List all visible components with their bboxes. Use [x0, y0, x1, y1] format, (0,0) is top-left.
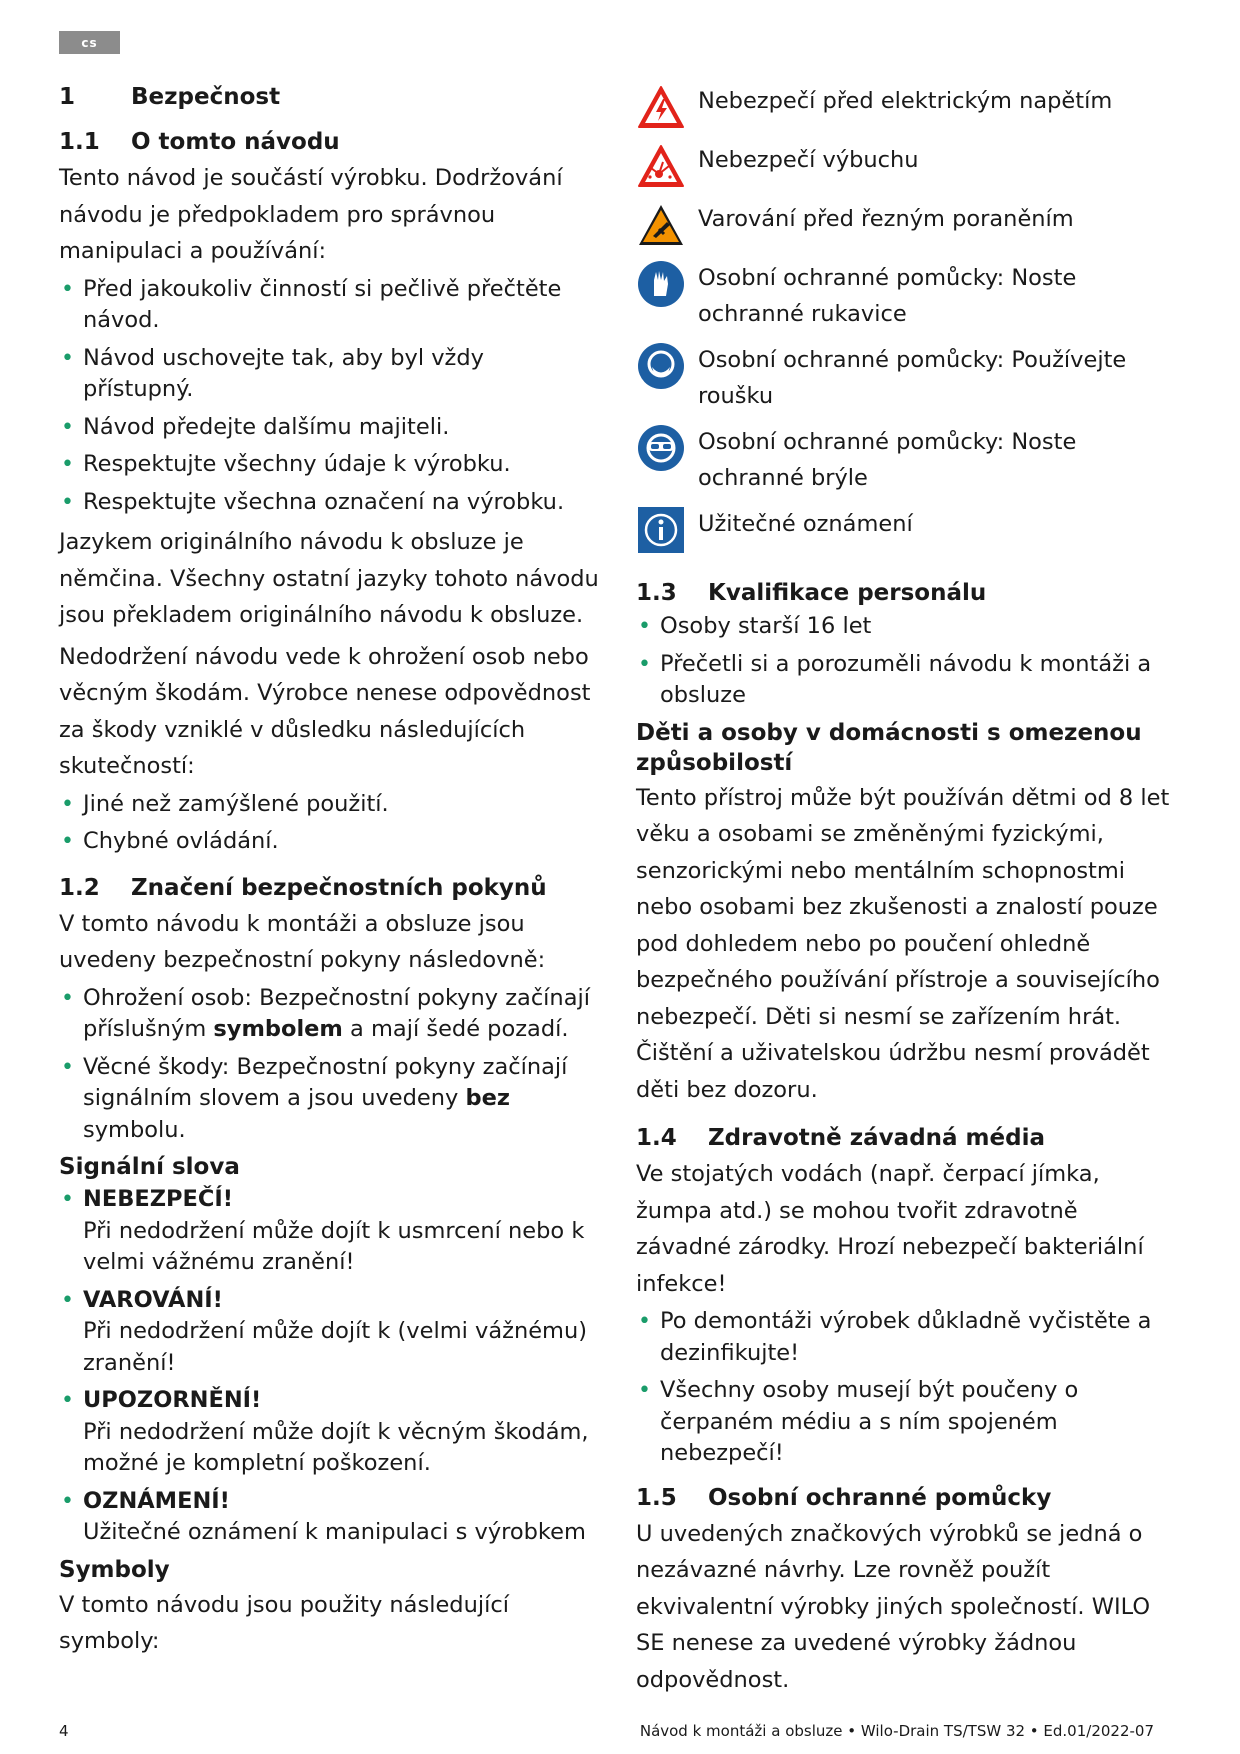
section-title: Kvalifikace personálu [708, 580, 987, 606]
signal-word: • OZNÁMENÍ! [83, 1487, 230, 1514]
bold-text: bez [465, 1085, 510, 1111]
right-column [636, 82, 1176, 1698]
section-title: Značení bezpečnostních pokynů [131, 874, 547, 901]
signal-text: Při nedodržení může dojít k věcným škodám, možné je kompletní poškození. [83, 1418, 589, 1476]
signal-words-list [59, 1184, 599, 1549]
section-title: Zdravotně závadná média [708, 1125, 1045, 1151]
noncompliance-bullet-list [59, 789, 599, 858]
section-heading-1-3 [636, 577, 1176, 609]
symbol-row [636, 423, 1176, 496]
symbols-heading: Symboly [59, 1556, 170, 1583]
symbol-text: Osobní ochranné pomůcky: Noste ochranné rukavice [698, 265, 1077, 327]
list-item: • Přečetli si a porozuměli návodu k montáži a obsluze [636, 649, 1176, 712]
symbol-text: Osobní ochranné pomůcky: Používejte roušku [698, 347, 1127, 409]
list-item [59, 983, 599, 1046]
section-number: 1.3 [636, 580, 677, 606]
qualification-list [636, 611, 1176, 712]
section-title: Bezpečnost [131, 84, 281, 110]
children-heading: Děti a osoby v domácnosti s omezenou způsobilostí [636, 719, 1142, 776]
list-item: • Osoby starší 16 let [636, 611, 1176, 643]
list-item: • Návod uschovejte tak, aby byl vždy přístupný. [59, 343, 599, 406]
electric-hazard-icon [636, 82, 686, 132]
list-item: • Všechny osoby musejí být poučeny o čerpaném médiu a s ním spojeném nebezpečí! [636, 1375, 1176, 1470]
list-item: • Respektujte všechny údaje k výrobku. [59, 449, 599, 481]
signal-word: • VAROVÁNÍ! [83, 1286, 223, 1313]
signal-word: • NEBEZPEČÍ! [83, 1186, 234, 1212]
page-number: 4 [59, 1722, 69, 1740]
section-heading-1 [59, 82, 599, 112]
section-number: 1.1 [59, 129, 100, 155]
children-paragraph: Tento přístroj může být používán dětmi od 8 let věku a osobami se změněnými fyzickými, senzorickými nebo mentálním schopnostmi nebo osobami bez zkušenosti a znalostí pouze pod dohledem nebo po poučení ohledně bezpečného používání přístroje a souvisejícího nebezpečí. Děti si nesmí se zařízením hrát. Čištění a uživatelskou údržbu nesmí provádět děti bez dozoru. [636, 784, 1170, 1103]
section-number: 1.5 [636, 1484, 677, 1511]
signal-word: • UPOZORNĚNÍ! [83, 1387, 262, 1413]
cut-hazard-icon [636, 200, 686, 250]
gloves-icon [636, 259, 686, 309]
list-item: • Návod předejte dalšímu majiteli. [59, 412, 599, 444]
media-paragraph: Ve stojatých vodách (např. čerpací jímka, žumpa atd.) se mohou tvořit zdravotně závadné zárodky. Hrozí nebezpečí bakteriální infekce! [636, 1161, 1144, 1297]
document-footer: Návod k montáži a obsluze • Wilo-Drain TS/TSW 32 • Ed.01/2022-07 [639, 1722, 1154, 1740]
symbol-text: Užitečné oznámení [698, 511, 913, 537]
list-item [59, 1486, 599, 1549]
text-span: Ohrožení osob: Bezpečnostní pokyny začínají příslušným [83, 984, 590, 1042]
section-number: 1.4 [636, 1125, 677, 1151]
section-title: Osobní ochranné pomůcky [708, 1484, 1052, 1511]
text-span: symbolu. [83, 1116, 186, 1143]
noncompliance-paragraph: Nedodržení návodu vede k ohrožení osob nebo věcným škodám. Výrobce nenese odpovědnost za škody vzniklé v důsledku následujících skutečností: [59, 643, 591, 779]
manual-bullet-list [59, 274, 599, 519]
language-tag: cs [59, 31, 120, 54]
symbol-row [636, 259, 1176, 332]
list-item: • Respektujte všechna označení na výrobku. [59, 487, 599, 519]
list-item [59, 1184, 599, 1279]
signal-text: Při nedodržení může dojít k (velmi vážnému) zranění! [83, 1318, 587, 1376]
intro-paragraph: Tento návod je součástí výrobku. Dodržování návodu je předpokladem pro správnou manipulaci a používání: [59, 165, 563, 264]
info-icon [636, 505, 686, 555]
section-heading-1-5 [636, 1482, 1176, 1514]
section-heading-1-2 [59, 872, 599, 904]
language-paragraph: Jazykem originálního návodu k obsluze je němčina. Všechny ostatní jazyky tohoto návodu jsou překladem originálního návodu k obsluze. [59, 529, 599, 628]
section-number: 1.2 [59, 874, 100, 901]
list-item: • Jiné než zamýšlené použití. [59, 789, 599, 821]
media-bullet-list [636, 1306, 1176, 1470]
section-heading-1-4 [636, 1122, 1176, 1154]
list-item: • Po demontáži výrobek důkladně vyčistěte a dezinfikujte! [636, 1306, 1176, 1369]
symbol-row [636, 200, 1176, 250]
symbol-row [636, 505, 1176, 555]
mask-icon [636, 341, 686, 391]
signal-words-heading: Signální slova [59, 1154, 240, 1180]
list-item [59, 1052, 599, 1147]
signal-text: Při nedodržení může dojít k usmrcení nebo k velmi vážnému zranění! [83, 1217, 585, 1275]
symbol-row [636, 82, 1176, 132]
symbol-row [636, 341, 1176, 414]
symbol-text: Varování před řezným poraněním [698, 206, 1074, 232]
symbols-intro: V tomto návodu jsou použity následující symboly: [59, 1591, 509, 1654]
bold-text: symbolem [213, 1016, 343, 1042]
symbol-text: Nebezpečí výbuchu [698, 147, 919, 173]
section-number: 1 [59, 84, 76, 110]
goggles-icon [636, 423, 686, 473]
list-item [59, 1385, 599, 1480]
symbol-text: Nebezpečí před elektrickým napětím [698, 88, 1113, 114]
symbol-text: Osobní ochranné pomůcky: Noste ochranné brýle [698, 429, 1077, 491]
intro-paragraph: V tomto návodu k montáži a obsluze jsou uvedeny bezpečnostní pokyny následovně: [59, 910, 546, 973]
symbol-row [636, 141, 1176, 191]
explosion-hazard-icon [636, 141, 686, 191]
ppe-paragraph: U uvedených značkových výrobků se jedná o nezávazné návrhy. Lze rovněž použít ekvivalentní výrobky jiných společností. WILO SE nenese za uvedené výrobky žádnou odpovědnost. [636, 1520, 1151, 1693]
safety-marking-list [59, 983, 599, 1147]
list-item: • Chybné ovládání. [59, 826, 599, 858]
section-title: O tomto návodu [131, 129, 340, 155]
left-column [59, 82, 599, 1660]
list-item [59, 1285, 599, 1380]
list-item: • Před jakoukoliv činností si pečlivě přečtěte návod. [59, 274, 599, 337]
section-heading-1-1 [59, 126, 599, 158]
text-span: Věcné škody: Bezpečnostní pokyny začínají signálním slovem a jsou uvedeny [83, 1053, 568, 1111]
text-span: a mají šedé pozadí. [342, 1016, 569, 1042]
signal-text: Užitečné oznámení k manipulaci s výrobkem [83, 1519, 586, 1545]
